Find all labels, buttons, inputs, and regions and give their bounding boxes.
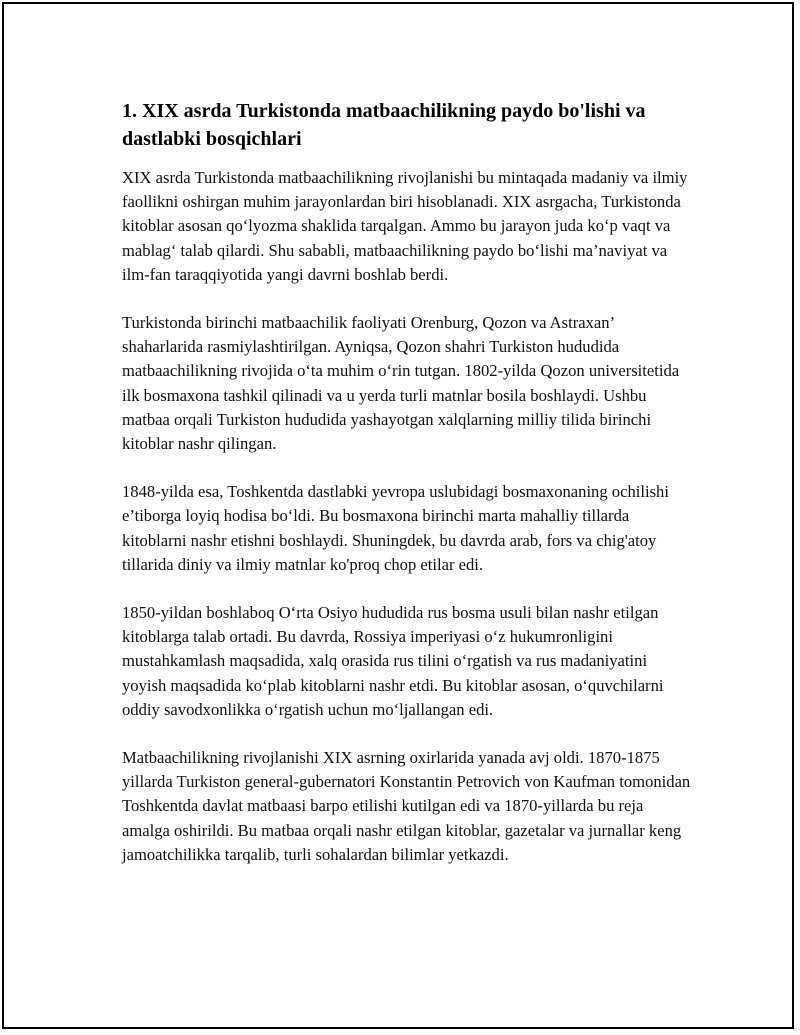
- page-frame: [2, 2, 794, 1029]
- paragraph-5: Matbaachilikning rivojlanishi XIX asrning oxirlarida yanada avj oldi. 1870-1875 yillarda Turkiston general-gubernatori Konstantin Petrovich von Kaufman tomonidan Toshkentda davlat matbaasi barpo etilishi kutilgan edi va 1870-yillarda bu reja amalga oshirildi. Bu matbaa orqali nashr etilgan kitoblar, gazetalar va jurnallar keng jamoatchilikka tarqalib, turli sohalardan bilimlar yetkazdi.: [122, 748, 691, 864]
- paragraph-3: 1848-yilda esa, Toshkentda dastlabki yevropa uslubidagi bosmaxonaning ochilishi e’tiborga loyiq hodisa bo‘ldi. Bu bosmaxona birinchi marta mahalliy tillarda kitoblarni nashr etishni boshlaydi. Shuningdek, bu davrda arab, fors va chig'atoy tillarida diniy va ilmiy matnlar ko'proq chop etilar edi.: [122, 482, 669, 574]
- section-heading: 1. XIX asrda Turkistonda matbaachilikning paydo bo'lishi va dastlabki bosqichlari: [122, 100, 646, 150]
- paragraph-2: Turkistonda birinchi matbaachilik faoliyati Orenburg, Qozon va Astraxan’ shaharlarida rasmiylashtirilgan. Ayniqsa, Qozon shahri Turkiston hududida matbaachilikning rivojida o‘ta muhim o‘rin tutgan. 1802-yilda Qozon universitetida ilk bosmaxona tashkil qilinadi va u yerda turli matnlar bosila boshlaydi. Ushbu matbaa orqali Turkiston hududida yashayotgan xalqlarning milliy tilida birinchi kitoblar nashr qilingan.: [122, 313, 680, 454]
- paragraph-4: 1850-yildan boshlaboq O‘rta Osiyo hududida rus bosma usuli bilan nashr etilgan kitoblarga talab ortadi. Bu davrda, Rossiya imperiyasi o‘z hukumronligini mustahkamlash maqsadida, xalq orasida rus tilini o‘rgatish va rus madaniyatini yoyish maqsadida ko‘plab kitoblarni nashr etdi. Bu kitoblar asosan, o‘quvchilarni oddiy savodxonlikka o‘rgatish uchun mo‘ljallangan edi.: [122, 603, 664, 719]
- document-body: [122, 97, 694, 891]
- paragraph-1: XIX asrda Turkistonda matbaachilikning rivojlanishi bu mintaqada madaniy va ilmiy faollikni oshirgan muhim jarayonlardan biri hisoblanadi. XIX asrgacha, Turkistonda kitoblar asosan qo‘lyozma shaklida tarqalgan. Ammo bu jarayon juda ko‘p vaqt va mablag‘ talab qilardi. Shu sababli, matbaachilikning paydo bo‘lishi ma’naviyat va ilm-fan taraqqiyotida yangi davrni boshlab berdi.: [122, 168, 688, 284]
